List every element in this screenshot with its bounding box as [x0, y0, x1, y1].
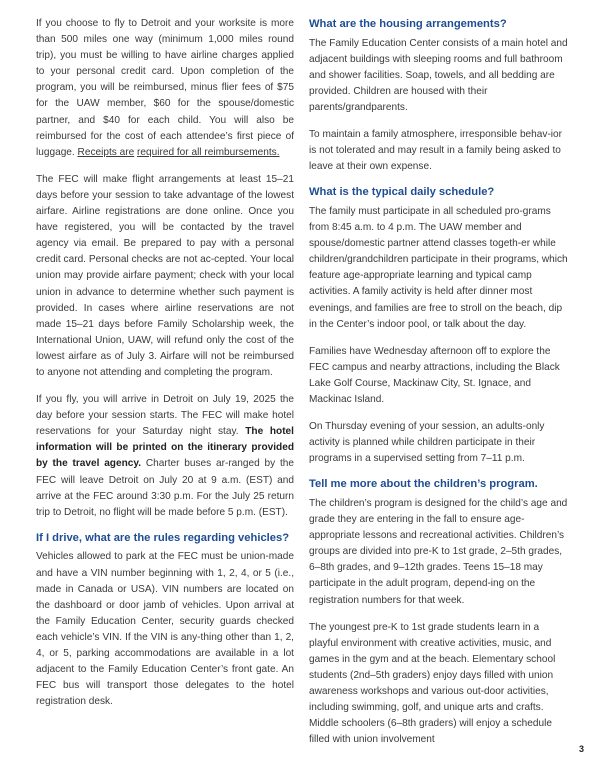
children-program-heading: Tell me more about the children’s program. [309, 478, 538, 491]
flight-arrangements-paragraph: The FEC will make flight arrangements at least 15–21 days before your session to take advantage of the lowest airfare. Airline registrations are done online. Once you have registered, you will be contacted by the travel agency via email. Be prepared to pay with a personal credit card. Personal checks are not ac-cepted. Your local union may provide airfare payment; check with your local union in advance to determine whether such payment is provided. In cases where airline reservations are not made 15–21 days before Family Scholarship week, the International Union, UAW, will refund only the cost of the lowest airfare as of July 3. Airfare will not be reimbursed to anyone not attending and completing the program. [36, 173, 294, 378]
vehicles-paragraph: Vehicles allowed to park at the FEC must be union-made and have a VIN number beginning with 1, 2, 4, or 5 (i.e., made in Canada or USA). VIN numbers are located on the dashboard or door jamb of vehicles. Upon arrival at the Family Education Center, security guards checked each vehicle’s VIN. If the VIN is any-thing other than 1, 2, 4, or 5, parking accommodations are available in a lot adjacent to the Family Education Center’s front gate. An FEC bus will transport those delegates to the hotel registration desk. [36, 551, 294, 708]
schedule-heading: What is the typical daily schedule? [309, 186, 495, 199]
housing-heading: What are the housing arrangements? [309, 18, 507, 30]
hotel-info-bold: The hotel information will be printed on the itinerary provided by the travel agency. [36, 426, 294, 470]
drive-rules-heading: If I drive, what are the rules regarding vehicles? [36, 531, 290, 544]
right-column [309, 16, 570, 759]
flight-reimbursement-paragraph: If you choose to fly to Detroit and your worksite is more than 500 miles one way (minimum 1,000 miles round trip), you must be willing to have airline charges applied to your personal credit card. Upon completion of the program, you will be reimbursed, minus flier fees of $75 for the UAW member, $60 for the spouse/domestic partner, and $40 for each child. You will also be reimbursed for the cost of each attendee’s first piece of luggage. Receipts are required for all reimbursements. [36, 18, 294, 158]
youngest-students-paragraph: The youngest pre-K to 1st grade students learn in a playful environment with creative activities, music, and games in the gym and at the beach. Elementary school students (2nd–5th graders) enjoy days filled with union awareness workshops and various out-door activities, including swimming, golf, and unique arts and crafts. Middle schoolers (6–8th graders) will enjoy a schedule filled with union involvement [309, 621, 556, 746]
arrival-paragraph: If you fly, you will arrive in Detroit on July 19, 2025 the day before your session starts. The FEC will make hotel reservations for your Saturday night stay. The hotel information will be printed on the itinerary provided by the travel agency. Charter buses ar-ranged by the FEC will leave Detroit on July 20 at 9 a.m. (EST) and arrive at the FEC around 3:30 p.m. For the July 25 return trip to Detroit, no flight will be made before 5 p.m. (EST). [36, 394, 294, 518]
thursday-paragraph: On Thursday evening of your session, an adults-only activity is planned while children participate in their programs in a supervised setting from 7–11 p.m. [309, 421, 545, 465]
children-program-paragraph: The children’s program is designed for the child’s age and grade they are entering in the fall to ensure age-appropriate lessons and recreational activities. Children’s groups are divided into pre-K to 1st grade, 2–5th grades, 6–8th grades, and 9–12th grades. Teens 15–18 may participate in the adult program, depend-ing on the registration numbers for that week. [309, 497, 568, 606]
behavior-paragraph: To maintain a family atmosphere, irresponsible behav-ior is not tolerated and may result in a family being asked to leave at their own expense. [309, 129, 563, 173]
wednesday-paragraph: Families have Wednesday afternoon off to explore the FEC campus and nearby attractions, including the Black Lake Golf Course, Mackinaw City, St. Ignace, and Mackinac Island. [309, 345, 560, 405]
housing-paragraph: The Family Education Center consists of a main hotel and adjacent buildings with sleeping rooms and full bathroom and shower facilities. Soap, towels, and all bedding are provided. Children are housed with their parents/grandparents. [309, 37, 568, 113]
left-column [36, 16, 294, 721]
receipts-link-text: Receipts are [77, 146, 135, 158]
reimbursements-link-text: required for all reimbursements. [137, 146, 280, 158]
page-number: 3 [578, 744, 584, 754]
schedule-paragraph: The family must participate in all scheduled pro-grams from 8:45 a.m. to 4 p.m. The UAW member and spouse/domestic partner attend classes togeth-er while children/grandchildren participate in their programs, which feature age-appropriate learning and typical camp activities. A family activity is held after dinner most evenings, and families are free to stroll on the beach, dip in the Center’s indoor pool, or talk about the day. [309, 205, 568, 330]
